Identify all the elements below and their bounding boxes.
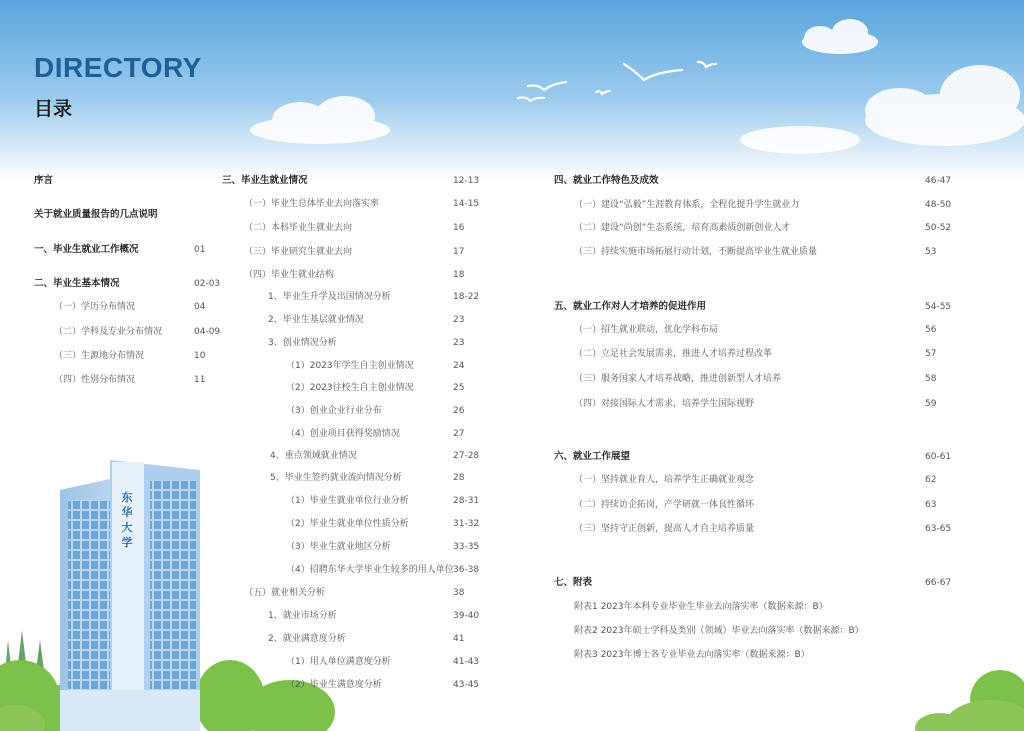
toc-entry-page: 50-52 [925,223,952,233]
toc-entry-page: 25 [453,383,465,393]
toc-entry-page: 63-65 [925,524,952,534]
toc-entry-page: 23 [453,315,465,325]
toc-entry-page: 01 [194,245,206,255]
toc-entry-title: 四、就业工作特色及成效 [554,175,659,186]
toc-entry-page: 41-43 [453,657,480,667]
toc-entry-title: 三、毕业生就业情况 [222,175,308,186]
toc-entry-title: （四）毕业生就业结构 [244,270,335,280]
toc-entry-title: （一）建设“弘毅”生涯教育体系，全程化提升学生就业力 [574,200,800,210]
toc-entry-page: 18-22 [453,292,480,302]
toc-entry-title: （4）创业项目获得奖励情况 [286,429,400,439]
toc-entry-page: 28 [453,473,465,483]
toc-entry-title: （二）立足社会发展需求，推进人才培养过程改革 [574,349,773,359]
toc-entry-title: 1、就业市场分析 [268,611,337,621]
toc-entry-page: 27-28 [453,451,480,461]
toc-entry-title: 七、附表 [554,577,593,588]
toc-entry-page: 26 [453,406,465,416]
toc-entry-page: 48-50 [925,200,952,210]
toc-entry-page: 59 [925,399,937,409]
toc-entry-page: 56 [925,325,937,335]
toc-entry-title: （1）2023年学生自主创业情况 [286,361,414,371]
toc-entry-title: （三）毕业研究生就业去向 [244,247,353,257]
toc-entry-title: 二、毕业生基本情况 [34,278,120,289]
toc-entry-title: （二）学科及专业分布情况 [54,327,163,337]
toc-entry-page: 11 [194,375,206,385]
toc-entry-page: 04 [194,302,206,312]
toc-entry-page: 14-15 [453,199,480,209]
toc-entry-page: 31-32 [453,519,480,529]
toc-entry-page: 66-67 [925,578,952,588]
toc-entry-title: （3）创业企业行业分布 [286,406,382,416]
toc-entry-page: 54-55 [925,302,952,312]
toc-entry-page: 41 [453,634,465,644]
toc-entry-page: 02-03 [194,279,221,289]
toc-entry-page: 38 [453,588,465,598]
toc-entry-page: 10 [194,351,206,361]
toc-entry-page: 17 [453,247,465,257]
toc-entry-page: 33-35 [453,542,480,552]
toc-entry-page: 04-09 [194,327,221,337]
toc-entry-page: 18 [453,270,465,280]
toc-entry-title: （三）持续实施市场拓展行动计划，不断提高毕业生就业质量 [574,247,818,257]
toc-entry-page: 36-38 [453,565,480,575]
toc-entry-title: （一）毕业生总体毕业去向落实率 [244,199,380,209]
toc-entry-page: 46-47 [925,176,952,186]
toc-entry-title: （四）对接国际人才需求，培养学生国际视野 [574,399,755,409]
toc-entry-page: 23 [453,338,465,348]
toc-entry-title: 2、就业满意度分析 [268,634,346,644]
toc-entry-title: （2）毕业生就业单位性质分析 [286,519,409,529]
toc-entry-title: 2、毕业生基层就业情况 [268,315,364,325]
toc-entry-title: （二）持续访企拓岗，产学研就一体良性循环 [574,500,755,510]
toc-entry-page: 62 [925,475,937,485]
toc-entry-title: 5、毕业生签约就业流向情况分析 [270,473,402,483]
toc-entry-title: 3、创业情况分析 [268,338,337,348]
toc-entry-title: （二）本科毕业生就业去向 [244,223,353,233]
toc-entry-title: （2）毕业生满意度分析 [286,680,382,690]
toc-entry-page: 12-13 [453,176,480,186]
building-sign: 东华大学 [121,491,133,549]
toc-entry-page: 24 [453,361,465,371]
toc-entry-title: （4）招聘东华大学毕业生较多的用人单位 [286,565,454,575]
toc-entry-title: 附表1 2023年本科专业毕业生毕业去向落实率（数据来源：B） [574,602,828,612]
toc-entry-page: 43-45 [453,680,480,690]
toc-entry-title: 六、就业工作展望 [554,451,631,462]
toc-entry-page: 28-31 [453,496,480,506]
toc-entry-title: （二）建设“尚创”生态系统，培育高素质创新创业人才 [574,223,791,233]
toc-entry-title: 1、毕业生升学及出国情况分析 [268,292,391,302]
toc-entry-title: （五）就业相关分析 [244,588,326,598]
toc-entry-title: （三）生源地分布情况 [54,351,145,361]
directory-title: DIRECTORY [34,52,202,83]
toc-entry-page: 58 [925,374,937,384]
toc-entry-title: 附表3 2023年博士各专业毕业去向落实率（数据来源：B） [574,650,810,660]
toc-entry-title: （1）用人单位满意度分析 [286,657,391,667]
toc-entry-title: （一）坚持就业育人，培养学生正确就业观念 [574,475,755,485]
toc-entry-title: （四）性别分布情况 [54,375,136,385]
toc-entry-page: 57 [925,349,937,359]
toc-entry-title: （一）学历分布情况 [54,302,136,312]
toc-entry-page: 53 [925,247,937,257]
toc-entry-title: （三）服务国家人才培养战略，推进创新型人才培养 [574,374,782,384]
toc-entry-title: （三）坚持守正创新，提高人才自主培养质量 [574,524,755,534]
toc-entry-title: （一）招生就业联动，优化学科布局 [574,325,719,335]
toc-entry-page: 16 [453,223,465,233]
toc-entry-page: 39-40 [453,611,480,621]
toc-entry-title: 序言 [34,175,54,186]
toc-entry-title: （1）毕业生就业单位行业分析 [286,496,409,506]
toc-entry-page: 63 [925,500,937,510]
toc-entry-title: （2）2023往校生自主创业情况 [286,383,414,393]
toc-entry-page: 27 [453,429,465,439]
toc-entry-title: 关于就业质量报告的几点说明 [34,209,158,220]
directory-title-cn: 目录 [34,98,73,120]
toc-entry-title: （3）毕业生就业地区分析 [286,542,391,552]
toc-entry-title: 附表2 2023年硕士学科及类别（领域）毕业去向落实率（数据来源：B） [574,626,864,636]
toc-entry-page: 60-61 [925,452,952,462]
toc-entry-title: 4、重点领域就业情况 [270,451,357,461]
toc-entry-title: 五、就业工作对人才培养的促进作用 [554,301,707,312]
toc-entry-title: 一、毕业生就业工作概况 [34,244,139,255]
